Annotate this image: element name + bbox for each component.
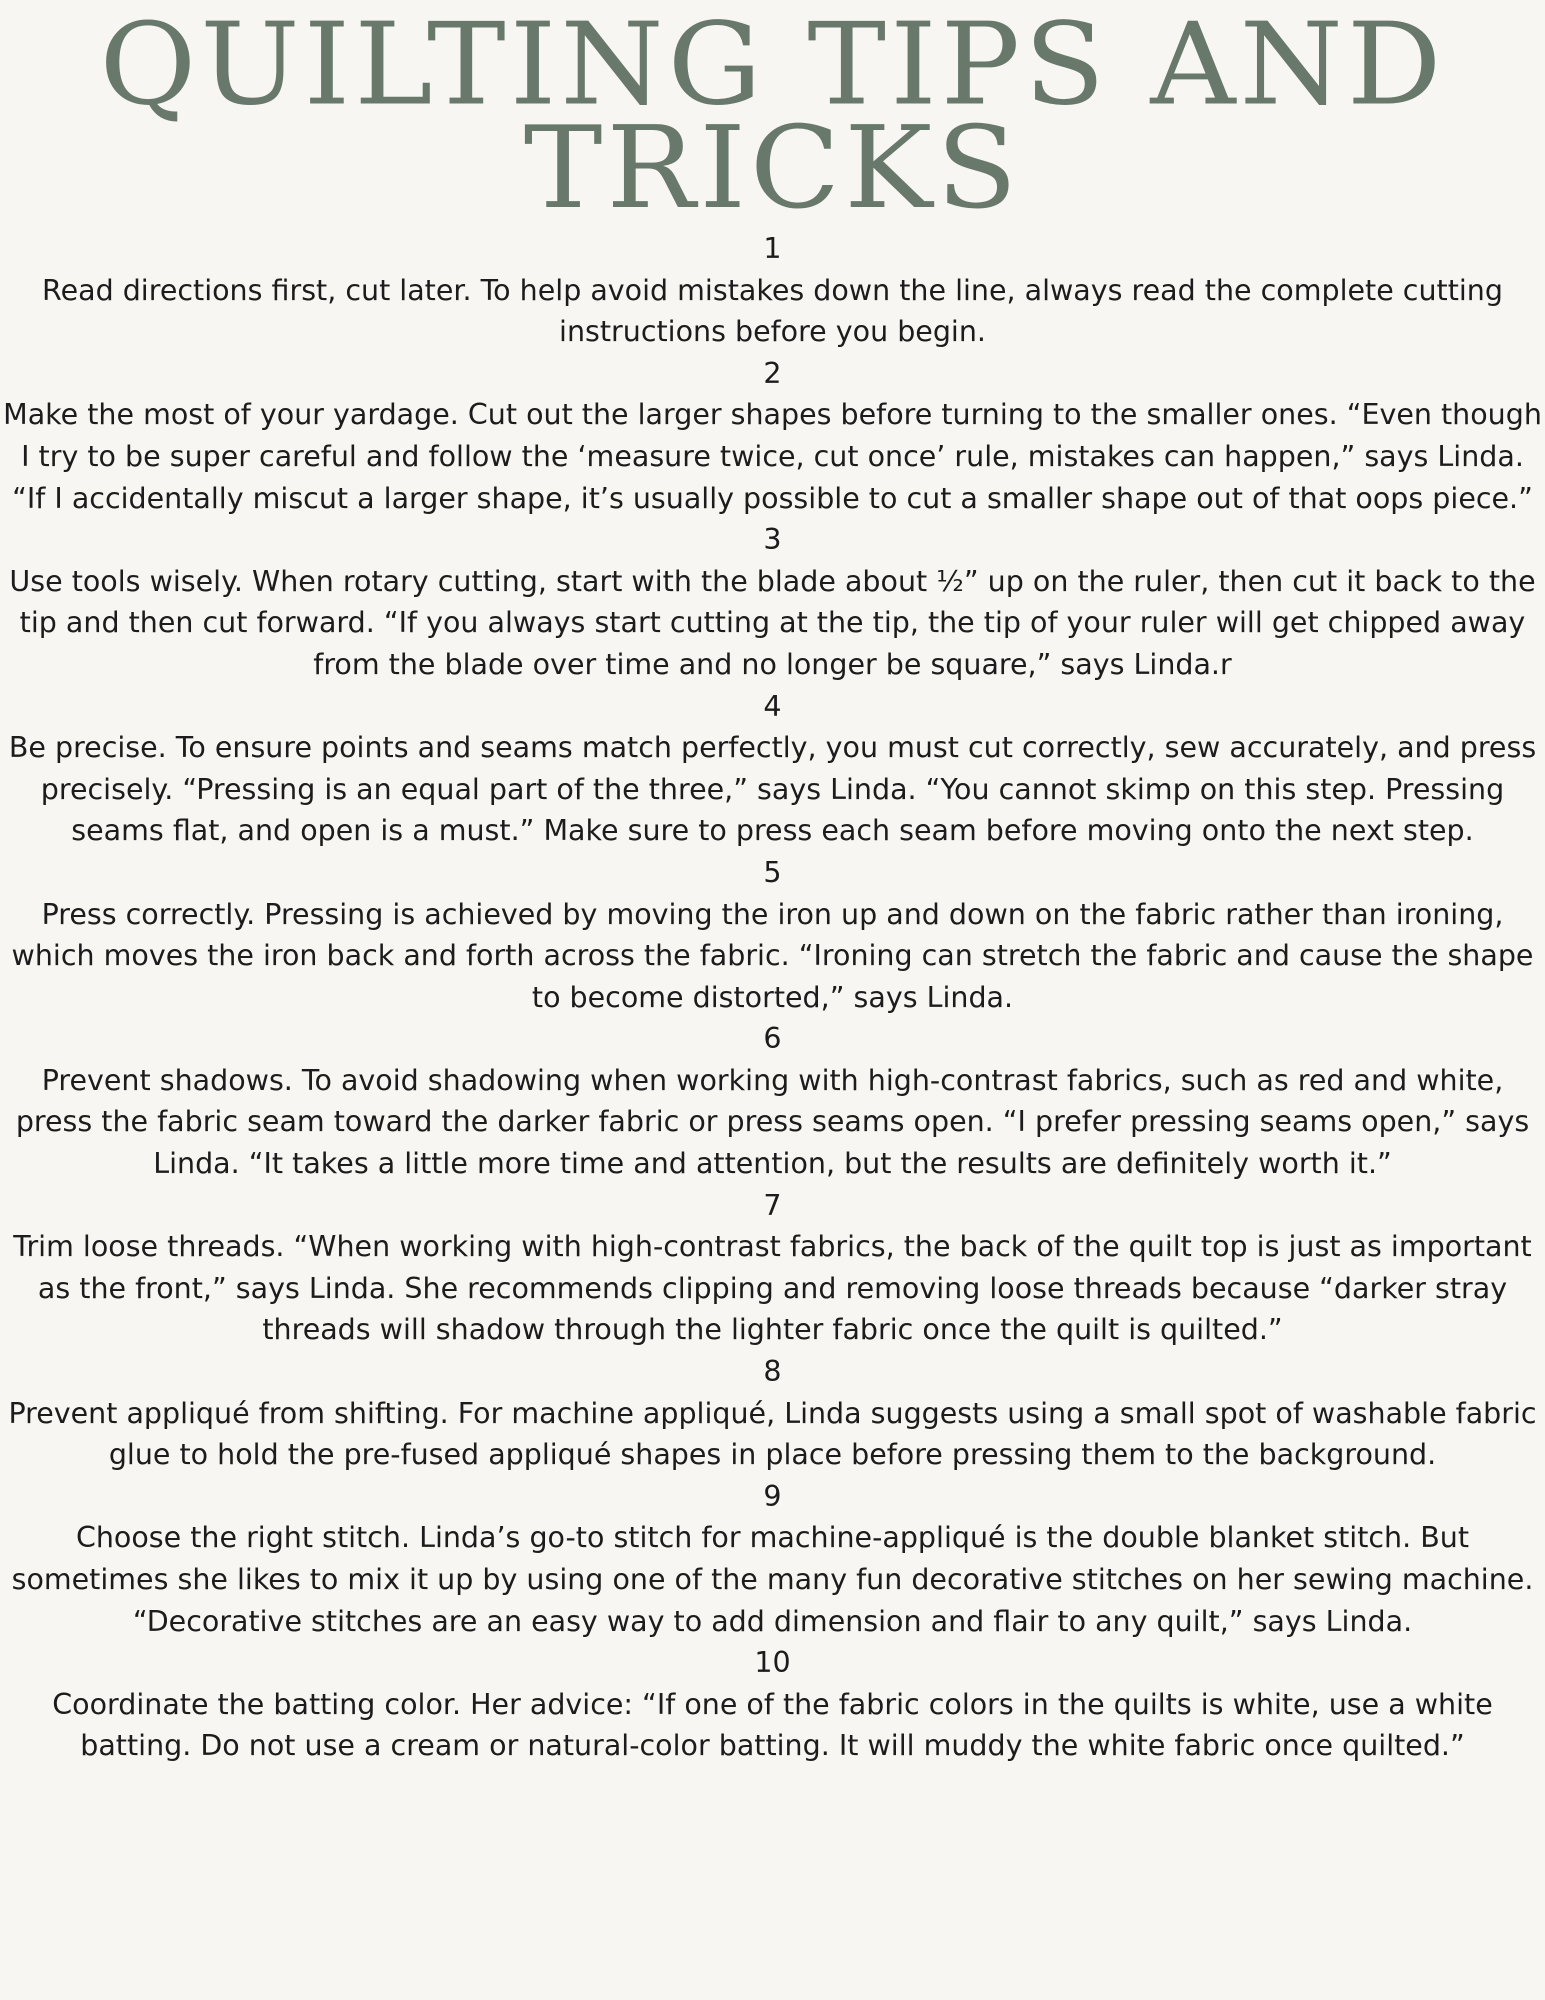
tip-text: Choose the right stitch. Linda’s go-to stitch for machine-appliqué is the double blanket stitch. But sometimes she likes to mix it up by using one of the many fun decorative stitches on her sewing machine. “Decorative stitches are an easy way to add dimension and flair to any quilt,” says Linda. bbox=[11, 1521, 1534, 1638]
tip-number: 5 bbox=[763, 855, 782, 889]
tip-item bbox=[0, 1351, 1545, 1476]
tip-text: Trim loose threads. “When working with high-contrast fabrics, the back of the quilt top is just as important as the front,” says Linda. She recommends clipping and removing loose threads because “darker stray threads will shadow through the lighter fabric once the quilt is quilted.” bbox=[13, 1230, 1532, 1347]
tip-text: Be precise. To ensure points and seams match perfectly, you must cut correctly, sew accurately, and press precisely. “Pressing is an equal part of the three,” says Linda. “You cannot skimp on this step. Pressing seams flat, and open is a must.” Make sure to press each seam before moving onto the next step. bbox=[8, 731, 1537, 848]
tip-item bbox=[0, 228, 1545, 353]
tip-text: Use tools wisely. When rotary cutting, start with the blade about ½” up on the ruler, then cut it back to the tip and then cut forward. “If you always start cutting at the tip, the tip of your ruler will get chipped away from the blade over time and no longer be square,” says Linda.r bbox=[9, 564, 1536, 681]
tips-list bbox=[0, 228, 1545, 1767]
tip-item bbox=[0, 1476, 1545, 1642]
tip-item bbox=[0, 1018, 1545, 1184]
tip-text: Press correctly. Pressing is achieved by moving the iron up and down on the fabric rather than ironing, which moves the iron back and forth across the fabric. “Ironing can stretch the fabric and cause the shape to become distorted,” says Linda. bbox=[11, 897, 1534, 1014]
tip-item bbox=[0, 519, 1545, 685]
tip-text: Coordinate the batting color. Her advice: “If one of the fabric colors in the quilts is white, use a white batting. Do not use a cream or natural-color batting. It will muddy the white fabric once quilted.” bbox=[52, 1687, 1493, 1763]
page-title: QUILTING TIPS AND TRICKS bbox=[99, 0, 1446, 235]
tip-item bbox=[0, 852, 1545, 1018]
tip-item bbox=[0, 686, 1545, 852]
tip-number: 10 bbox=[754, 1646, 791, 1680]
tip-text: Read directions first, cut later. To help avoid mistakes down the line, always read the complete cutting instructions before you begin. bbox=[42, 273, 1503, 349]
tip-number: 3 bbox=[763, 523, 782, 557]
tip-number: 2 bbox=[763, 356, 782, 390]
tip-text: Prevent appliqué from shifting. For machine appliqué, Linda suggests using a small spot of washable fabric glue to hold the pre-fused appliqué shapes in place before pressing them to the background. bbox=[8, 1396, 1537, 1472]
tip-number: 9 bbox=[763, 1479, 782, 1513]
tip-text: Make the most of your yardage. Cut out the larger shapes before turning to the smaller ones. “Even though I try to be super careful and follow the ‘measure twice, cut once’ rule, mistakes can happen,” says Linda. “If I accidentally miscut a larger shape, it’s usually possible to cut a smaller shape out of that oops piece.” bbox=[3, 398, 1542, 515]
tip-item bbox=[0, 1642, 1545, 1767]
tip-number: 1 bbox=[763, 232, 782, 265]
tip-item bbox=[0, 353, 1545, 519]
tip-item bbox=[0, 1185, 1545, 1351]
tip-number: 4 bbox=[763, 689, 782, 723]
tip-text: Prevent shadows. To avoid shadowing when working with high-contrast fabrics, such as red and white, press the fabric seam toward the darker fabric or press seams open. “I prefer pressing seams open,” says Linda. “It takes a little more time and attention, but the results are definitely worth it.” bbox=[15, 1063, 1530, 1181]
tip-number: 7 bbox=[763, 1188, 782, 1222]
tip-number: 8 bbox=[763, 1355, 782, 1389]
tip-number: 6 bbox=[763, 1022, 782, 1056]
